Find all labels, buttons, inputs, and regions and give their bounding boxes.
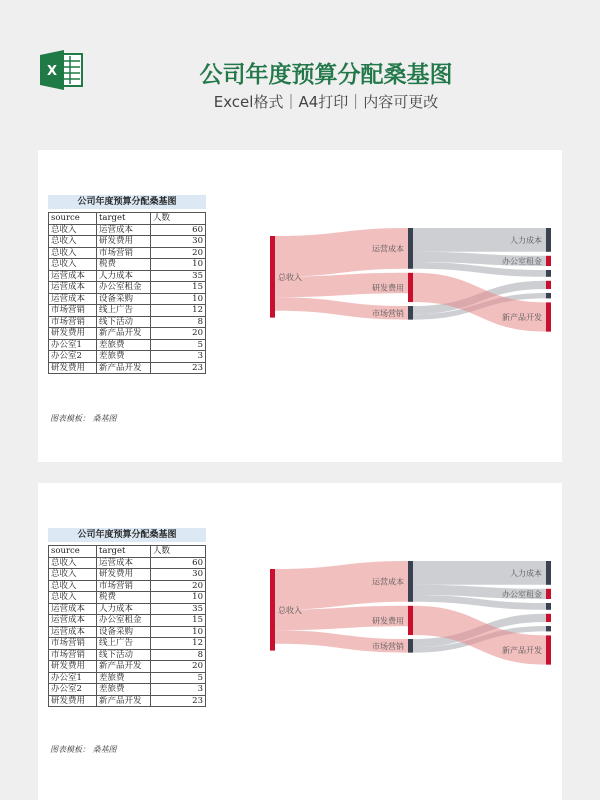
table-cell: 设备采购	[97, 626, 151, 638]
table-row	[49, 259, 206, 271]
table-header-row	[49, 546, 206, 558]
data-table	[48, 195, 206, 374]
table-cell: 运营成本	[97, 557, 151, 569]
table-cell: 20	[151, 247, 206, 259]
table-cell: 60	[151, 224, 206, 236]
sankey-node	[546, 228, 551, 252]
table-row	[49, 293, 206, 305]
table-cell: 市场营销	[49, 305, 97, 317]
table-cell: 运营成本	[49, 293, 97, 305]
column-header: target	[97, 546, 151, 558]
table-cell: 30	[151, 236, 206, 248]
table-cell: 总收入	[49, 557, 97, 569]
sankey-node	[546, 603, 551, 610]
table-cell: 20	[151, 328, 206, 340]
column-header: source	[49, 213, 97, 225]
column-header: 人数	[151, 546, 206, 558]
sankey-node-label: 研发费用	[372, 283, 404, 293]
table-cell: 人力成本	[97, 603, 151, 615]
table-cell: 3	[151, 684, 206, 696]
column-header: source	[49, 546, 97, 558]
sankey-link	[413, 273, 546, 332]
sankey-node	[408, 273, 413, 302]
preview-page-1	[38, 150, 562, 462]
data-table	[48, 528, 206, 707]
table-row	[49, 236, 206, 248]
table-cell: 35	[151, 270, 206, 282]
sankey-node	[408, 561, 413, 602]
sankey-node-label: 办公室租金	[502, 589, 542, 599]
table-row	[49, 270, 206, 282]
table-cell: 运营成本	[49, 282, 97, 294]
sankey-node	[546, 635, 551, 664]
table-row	[49, 328, 206, 340]
table-cell: 研发费用	[49, 695, 97, 707]
table-cell: 运营成本	[49, 626, 97, 638]
table-cell: 15	[151, 615, 206, 627]
table-row	[49, 672, 206, 684]
sankey-node	[546, 256, 551, 266]
sankey-node	[546, 281, 551, 289]
sankey-node	[546, 293, 551, 298]
sankey-node-label: 运营成本	[372, 244, 404, 254]
table-row	[49, 580, 206, 592]
chart-caption: 图表模板： 桑基图	[50, 414, 117, 423]
table-cell: 10	[151, 259, 206, 271]
sankey-node-label: 人力成本	[510, 235, 542, 245]
sankey-node	[408, 606, 413, 635]
table-cell: 研发费用	[49, 362, 97, 374]
table-row	[49, 339, 206, 351]
table-cell: 市场营销	[49, 638, 97, 650]
table-cell: 市场营销	[49, 316, 97, 328]
table-cell: 总收入	[49, 592, 97, 604]
table-row	[49, 649, 206, 661]
table-cell: 20	[151, 580, 206, 592]
chart-caption: 图表模板： 桑基图	[50, 745, 117, 754]
sankey-node	[270, 236, 275, 318]
sankey-node-label: 人力成本	[510, 568, 542, 578]
table-cell: 税费	[97, 259, 151, 271]
sankey-node	[408, 639, 413, 653]
table-row	[49, 661, 206, 673]
table-cell: 运营成本	[97, 224, 151, 236]
table-cell: 5	[151, 672, 206, 684]
table-cell: 3	[151, 351, 206, 363]
sankey-node-label: 新产品开发	[502, 313, 542, 323]
table-cell: 税费	[97, 592, 151, 604]
table-cell: 新产品开发	[97, 328, 151, 340]
table-row	[49, 351, 206, 363]
table-cell: 60	[151, 557, 206, 569]
table-cell: 市场营销	[97, 580, 151, 592]
sankey-node	[546, 270, 551, 277]
table-row	[49, 638, 206, 650]
page-subtitle: Excel格式｜A4打印｜内容可更改	[213, 93, 439, 111]
table-row	[49, 557, 206, 569]
table-row	[49, 305, 206, 317]
table-cell: 总收入	[49, 580, 97, 592]
table-cell: 23	[151, 695, 206, 707]
table-cell: 办公室租金	[97, 615, 151, 627]
table-cell: 12	[151, 638, 206, 650]
table-cell: 市场营销	[49, 649, 97, 661]
table-cell: 研发费用	[49, 661, 97, 673]
sankey-link	[413, 606, 546, 665]
table-cell: 10	[151, 293, 206, 305]
table-cell: 10	[151, 592, 206, 604]
sankey-node-label: 总收入	[278, 272, 302, 282]
table-row	[49, 247, 206, 259]
table-cell: 办公室2	[49, 684, 97, 696]
table-cell: 15	[151, 282, 206, 294]
table-row	[49, 615, 206, 627]
preview-page-2	[38, 483, 562, 800]
table-cell: 办公室1	[49, 672, 97, 684]
sankey-chart	[266, 555, 556, 665]
table-cell: 23	[151, 362, 206, 374]
table-cell: 总收入	[49, 247, 97, 259]
table-row	[49, 684, 206, 696]
table-cell: 市场营销	[97, 247, 151, 259]
sankey-node	[546, 626, 551, 631]
table-cell: 10	[151, 626, 206, 638]
table-row	[49, 316, 206, 328]
table-row	[49, 362, 206, 374]
table-row	[49, 569, 206, 581]
sankey-node	[546, 302, 551, 331]
table-cell: 办公室租金	[97, 282, 151, 294]
table-cell: 5	[151, 339, 206, 351]
table-cell: 总收入	[49, 236, 97, 248]
table-cell: 差旅费	[97, 351, 151, 363]
table-title: 公司年度预算分配桑基图	[48, 528, 206, 542]
table-cell: 研发费用	[97, 236, 151, 248]
sankey-node	[546, 614, 551, 622]
table-cell: 线下活动	[97, 649, 151, 661]
table-cell: 运营成本	[49, 603, 97, 615]
table-cell: 运营成本	[49, 270, 97, 282]
sankey-node-label: 市场营销	[372, 641, 404, 651]
table-cell: 线上广告	[97, 638, 151, 650]
table-cell: 差旅费	[97, 684, 151, 696]
table-cell: 新产品开发	[97, 362, 151, 374]
table-row	[49, 282, 206, 294]
table-cell: 总收入	[49, 259, 97, 271]
column-header: target	[97, 213, 151, 225]
table-row	[49, 626, 206, 638]
column-header: 人数	[151, 213, 206, 225]
sankey-node-label: 办公室租金	[502, 256, 542, 266]
sankey-chart	[266, 222, 556, 332]
table-cell: 研发费用	[97, 569, 151, 581]
table-cell: 8	[151, 316, 206, 328]
table-cell: 差旅费	[97, 339, 151, 351]
svg-text:X: X	[47, 64, 58, 79]
table-cell: 20	[151, 661, 206, 673]
table-cell: 运营成本	[49, 615, 97, 627]
table-cell: 12	[151, 305, 206, 317]
sankey-node	[546, 561, 551, 585]
table-header-row	[49, 213, 206, 225]
table-cell: 35	[151, 603, 206, 615]
table-row	[49, 224, 206, 236]
sankey-node-label: 研发费用	[372, 616, 404, 626]
sankey-node-label: 运营成本	[372, 577, 404, 587]
sankey-node	[408, 306, 413, 320]
table-row	[49, 603, 206, 615]
table-cell: 人力成本	[97, 270, 151, 282]
table-cell: 8	[151, 649, 206, 661]
sankey-node	[546, 589, 551, 599]
page-title: 公司年度预算分配桑基图	[199, 62, 453, 88]
table-cell: 新产品开发	[97, 661, 151, 673]
table-row	[49, 592, 206, 604]
sankey-node	[270, 569, 275, 651]
table-row	[49, 695, 206, 707]
sankey-node-label: 总收入	[278, 605, 302, 615]
table-cell: 设备采购	[97, 293, 151, 305]
table-cell: 办公室2	[49, 351, 97, 363]
table-cell: 30	[151, 569, 206, 581]
sankey-node-label: 新产品开发	[502, 646, 542, 656]
table-cell: 差旅费	[97, 672, 151, 684]
table-cell: 线上广告	[97, 305, 151, 317]
table-cell: 总收入	[49, 224, 97, 236]
table-cell: 办公室1	[49, 339, 97, 351]
table-cell: 新产品开发	[97, 695, 151, 707]
table-title: 公司年度预算分配桑基图	[48, 195, 206, 209]
table-cell: 研发费用	[49, 328, 97, 340]
sankey-node	[408, 228, 413, 269]
table-cell: 线下活动	[97, 316, 151, 328]
table-cell: 总收入	[49, 569, 97, 581]
sankey-node-label: 市场营销	[372, 308, 404, 318]
